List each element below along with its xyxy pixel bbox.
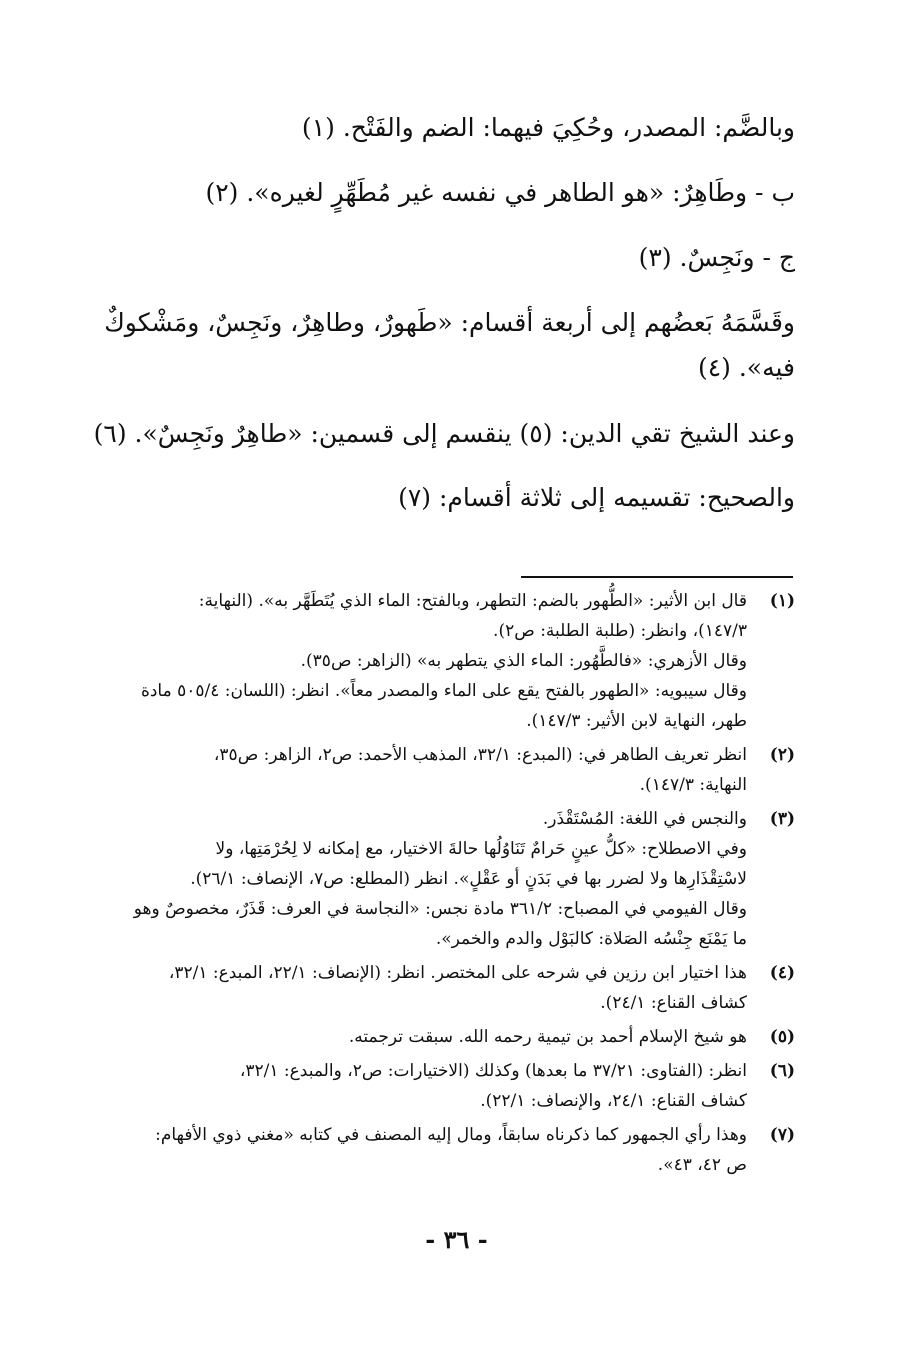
- main-line: وعند الشيخ تقي الدين: (٥) ينقسم إلى قسمين: «طاهِرٌ ونَجِسٌ». (٦): [93, 419, 795, 448]
- footnote: [115, 804, 795, 954]
- footnote: [115, 740, 795, 800]
- footnote-line: ص ٤٢، ٤٣».: [657, 1155, 747, 1175]
- footnote: [115, 1120, 795, 1180]
- footnote-number: (٦): [769, 1061, 795, 1081]
- footnote-number: (٤): [769, 963, 795, 983]
- main-line: ب - وطَاهِرٌ: «هو الطاهر في نفسه غير مُطَهِّرٍ لغيره». (٢): [205, 178, 795, 207]
- main-line: ج - ونَجِسٌ. (٣): [638, 243, 795, 272]
- footnote-line: طهر، النهاية لابن الأثير: ١٤٧/٣).: [526, 711, 747, 731]
- footnote-line: وهذا رأي الجمهور كما ذكرناه سابقاً، ومال إليه المصنف في كتابه «مغني ذوي الأفهام:: [155, 1125, 747, 1145]
- main-line: والصحيح: تقسيمه إلى ثلاثة أقسام: (٧): [398, 483, 795, 512]
- footnote-line: كشاف القناع: ٢٤/١، والإنصاف: ٢٢/١).: [480, 1091, 747, 1111]
- footnote-line: وقال الأزهري: «فالطَّهُور: الماء الذي يتطهر به» (الزاهر: ص٣٥).: [300, 651, 747, 671]
- footnote-number: (١): [769, 591, 795, 611]
- footnote-line: النهاية: ١٤٧/٣).: [639, 775, 747, 795]
- page-number: - ٣٦ -: [425, 1225, 488, 1254]
- footnote-number: (٥): [769, 1027, 795, 1047]
- footnote-line: كشاف القناع: ٢٤/١).: [600, 993, 747, 1013]
- main-line: وقَسَّمَهُ بَعضُهم إلى أربعة أقسام: «طَهورٌ، وطاهِرٌ، ونَجِسٌ، ومَشْكوكٌ: [104, 308, 795, 337]
- footnote: [115, 586, 795, 736]
- footnote: [115, 1022, 795, 1052]
- footnote-line: وقال سيبويه: «الطهور بالفتح يقع على الماء والمصدر معاً». انظر: (اللسان: ٥٠٥/٤ مادة: [140, 681, 747, 701]
- main-line: فيه». (٤): [697, 353, 795, 382]
- footnote-number: (٧): [769, 1125, 795, 1145]
- footnote-line: ١٤٧/٣)، وانظر: (طلبة الطلبة: ص٢).: [493, 621, 747, 641]
- footnote-number: (٣): [769, 809, 795, 829]
- footnote-line: والنجس في اللغة: المُسْتَقْذَر.: [542, 809, 747, 829]
- footnote-separator: [521, 576, 793, 578]
- footnote-line: هذا اختيار ابن رزين في شرحه على المختصر. انظر: (الإنصاف: ٢٢/١، المبدع: ٣٢/١،: [168, 963, 747, 983]
- footnote-line: لاسْتِقْذَارِها ولا لضرر بها في بَدَنٍ أو عَقْلٍ». انظر (المطلع: ص٧، الإنصاف: ٢٦/١).: [190, 869, 747, 889]
- footnote-line: هو شيخ الإسلام أحمد بن تيمية رحمه الله. سبقت ترجمته.: [348, 1027, 747, 1047]
- footnotes: [115, 586, 795, 1184]
- footnote-line: انظر: (الفتاوى: ٣٧/٢١ ما بعدها) وكذلك (الاختيارات: ص٢، والمبدع: ٣٢/١،: [239, 1061, 747, 1081]
- footnote: [115, 1056, 795, 1116]
- footnote-number: (٢): [769, 745, 795, 765]
- footnote-line: قال ابن الأثير: «الطُّهور بالضم: التطهر، وبالفتح: الماء الذي يُتَطَهَّر به». (النهاية:: [198, 591, 747, 611]
- footnote-line: وفي الاصطلاح: «كلُّ عينٍ حَرامٌ تَنَاوُلُها حالةَ الاختيار، مع إمكانه لا لِحُرْمَتِها، ولا: [215, 839, 747, 859]
- footnote-line: انظر تعريف الطاهر في: (المبدع: ٣٢/١، المذهب الأحمد: ص٢، الزاهر: ص٣٥،: [213, 745, 747, 765]
- footnote-line: وقال الفيومي في المصباح: ٣٦١/٢ مادة نجس: «النجاسة في العرف: قَذَرٌ، مخصوصٌ وهو: [133, 899, 747, 919]
- main-line: وبالضَّم: المصدر، وحُكِيَ فيهما: الضم والفَتْح. (١): [301, 113, 795, 142]
- footnote-line: ما يَمْنَع جِنْسُه الصَلاة: كالبَوْل والدم والخمر».: [435, 929, 747, 949]
- footnote: [115, 958, 795, 1018]
